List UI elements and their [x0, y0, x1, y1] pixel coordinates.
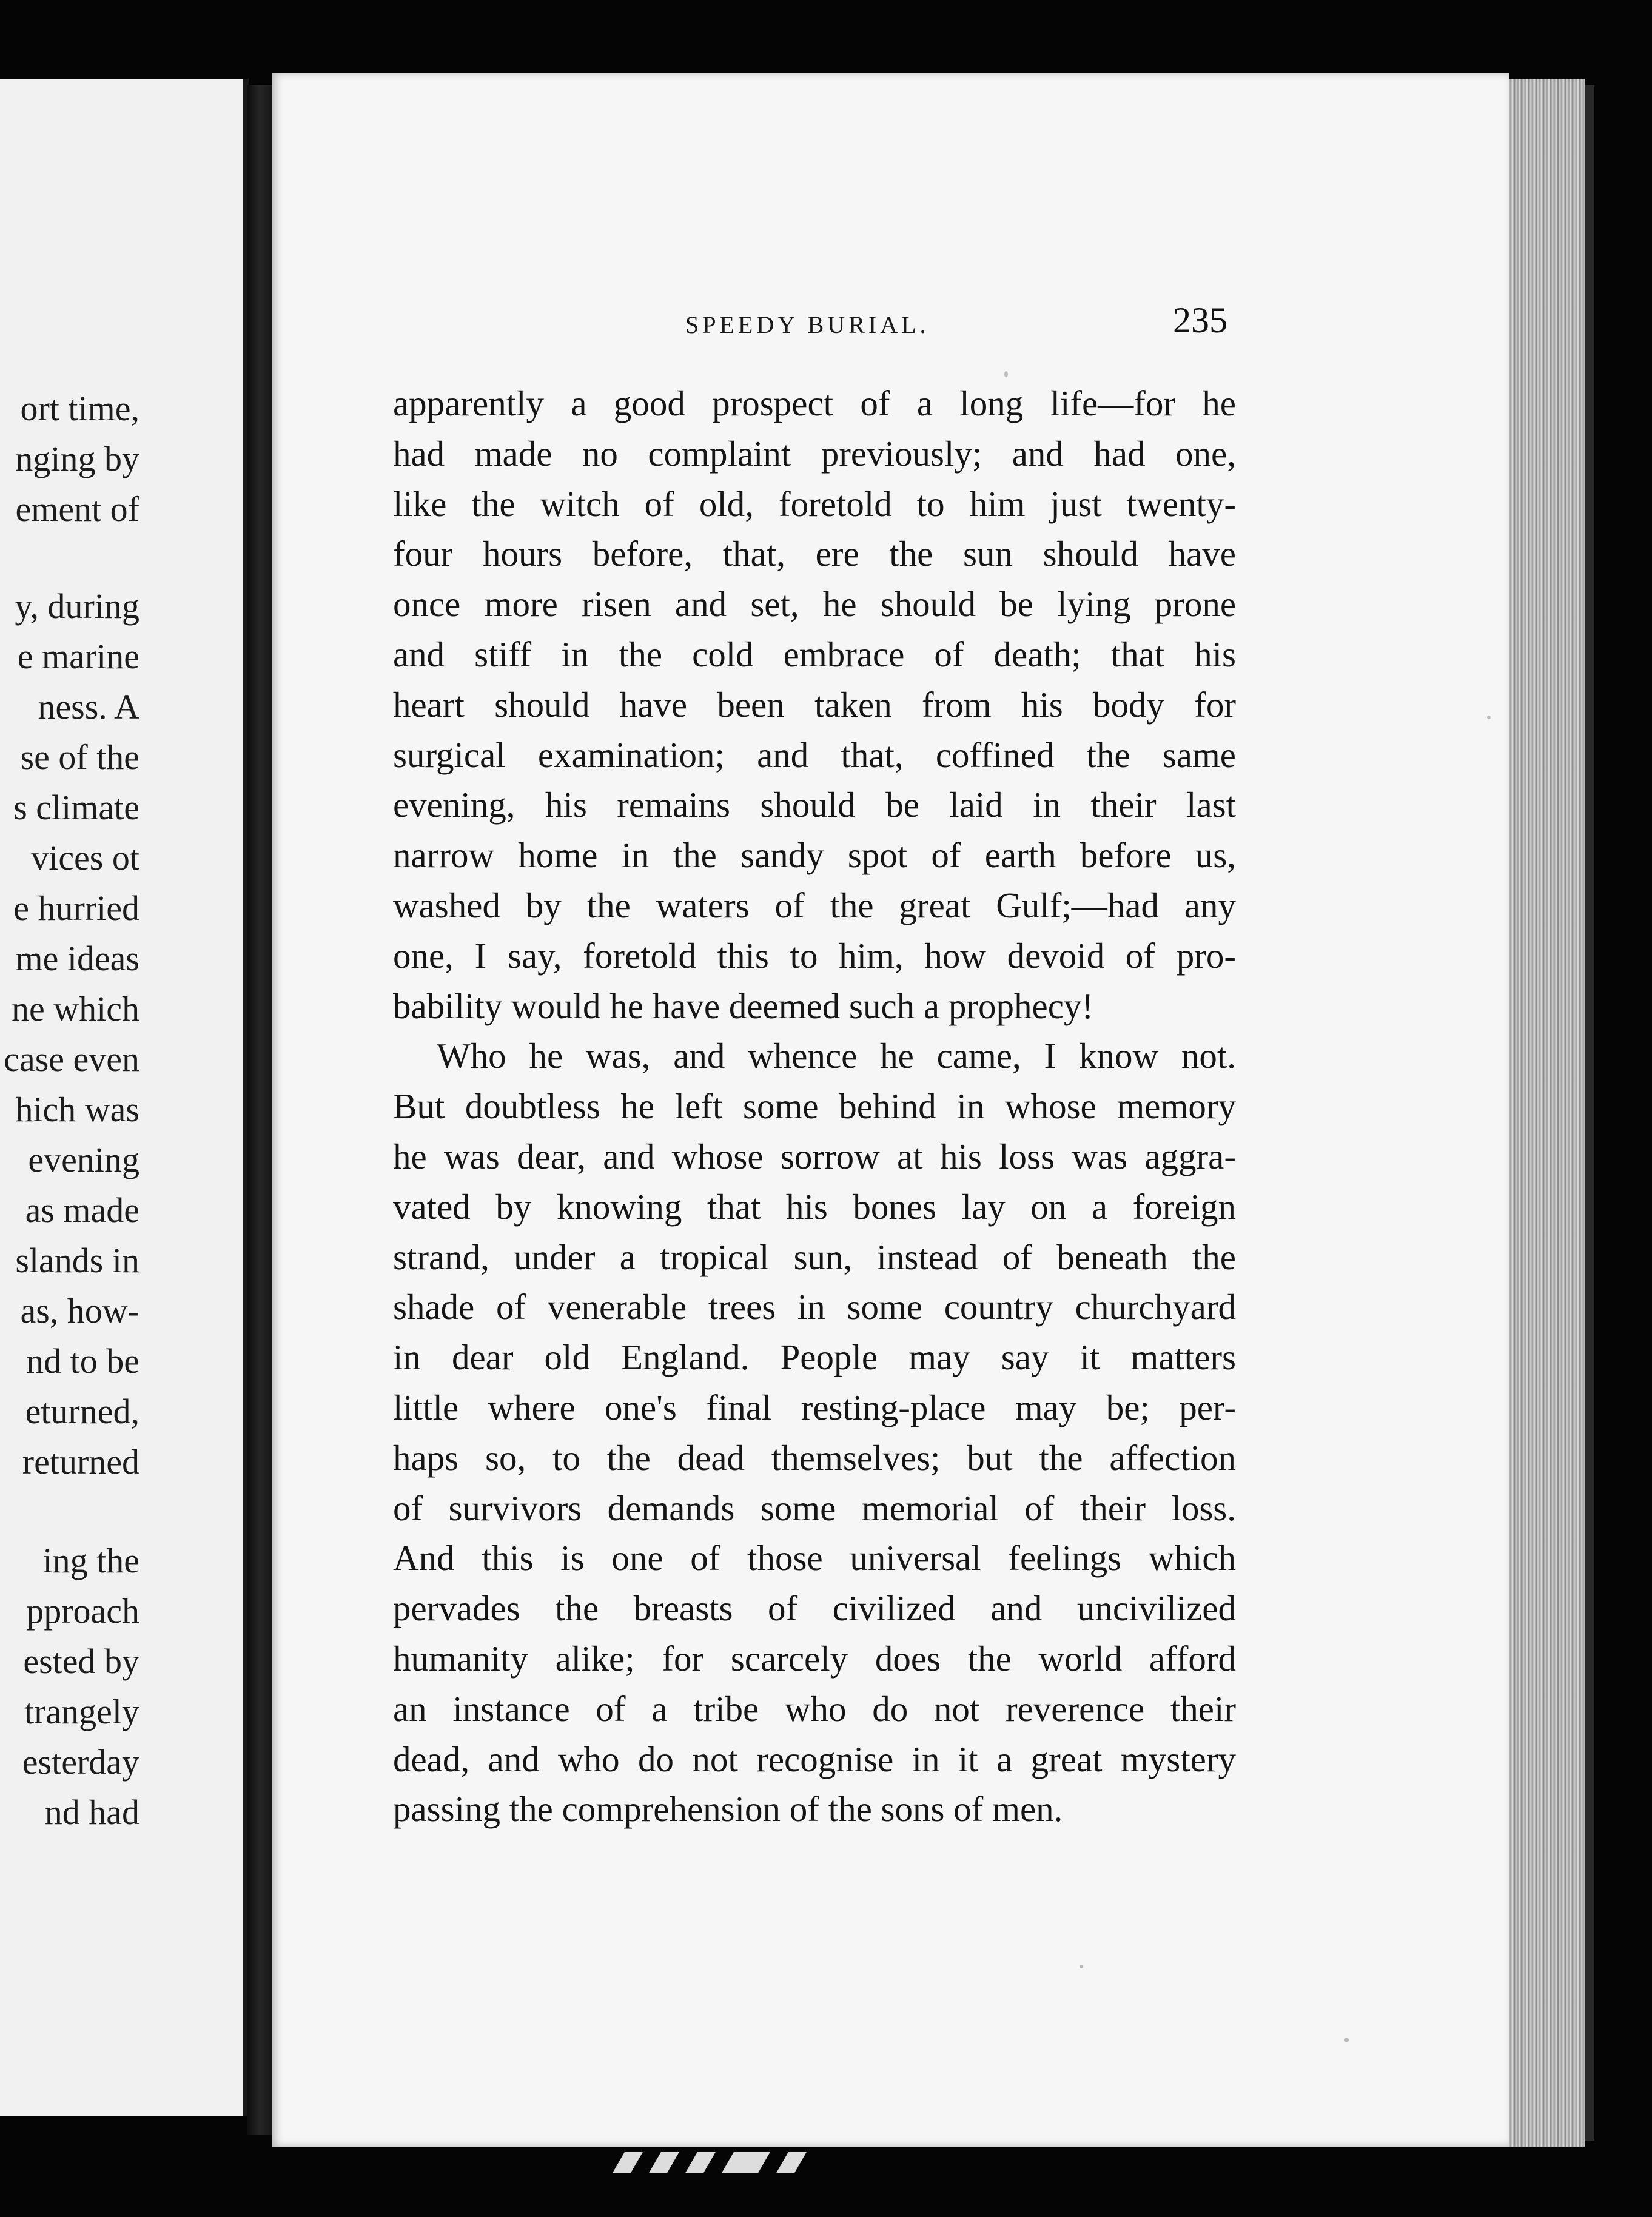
left-line: ne which	[12, 989, 139, 1028]
left-line: e marine	[17, 637, 139, 676]
running-title: SPEEDY BURIAL.	[685, 311, 930, 338]
left-line: y, during	[15, 586, 139, 626]
text-line: haps so, to the dead themselves; but the affection	[393, 1437, 1236, 1478]
text-line: like the witch of old, foretold to him just twenty-	[393, 483, 1236, 524]
text-line: in dear old England. People may say it matters	[393, 1337, 1236, 1378]
left-line: ort time,	[20, 389, 139, 428]
text-line: an instance of a tribe who do not reverence their	[393, 1688, 1236, 1729]
text-line: But doubtless he left some behind in whose memory	[393, 1086, 1236, 1127]
page-stack-edge	[1509, 79, 1585, 2147]
text-line: once more risen and set, he should be lying prone	[393, 584, 1236, 625]
paper-speck	[1487, 716, 1491, 719]
left-line: as, how-	[20, 1291, 139, 1330]
scan-artifact	[613, 2152, 819, 2188]
left-line: returned	[22, 1442, 139, 1481]
text-line: one, I say, foretold this to him, how devoid of pro-	[393, 935, 1236, 976]
left-line: hich was	[15, 1090, 139, 1129]
left-line: slands in	[15, 1241, 139, 1280]
left-page	[0, 79, 249, 2116]
paragraph	[393, 378, 1236, 1031]
text-line: apparently a good prospect of a long life—for he	[393, 383, 1236, 423]
left-line: ement of	[15, 489, 139, 529]
left-line: ing the	[42, 1541, 139, 1580]
body-text	[393, 378, 1236, 1834]
left-line: ested by	[23, 1642, 139, 1681]
text-line: pervades the breasts of civilized and uncivilized	[393, 1588, 1236, 1629]
text-line: surgical examination; and that, coffined the same	[393, 734, 1236, 775]
text-line: strand, under a tropical sun, instead of beneath the	[393, 1236, 1236, 1277]
text-line: Who he was, and whence he came, I know not.	[437, 1036, 1236, 1076]
text-line: little where one's final resting-place may be; per-	[393, 1387, 1236, 1427]
text-line: dead, and who do not recognise in it a great mystery	[393, 1739, 1236, 1779]
left-line: s climate	[13, 788, 139, 827]
text-line: had made no complaint previously; and had one,	[393, 433, 1236, 474]
text-line: vated by knowing that his bones lay on a foreign	[393, 1186, 1236, 1227]
text-line: four hours before, that, ere the sun should have	[393, 534, 1236, 574]
left-line: ness. A	[38, 687, 139, 726]
text-line: passing the comprehension of the sons of men.	[393, 1789, 1063, 1830]
text-line: shade of venerable trees in some country churchyard	[393, 1287, 1236, 1327]
left-line: trangely	[24, 1692, 139, 1731]
left-line: evening	[28, 1140, 139, 1179]
paper-speck	[1004, 371, 1008, 377]
text-line: And this is one of those universal feelings which	[393, 1538, 1236, 1578]
left-line: nging by	[15, 439, 139, 478]
text-line: evening, his remains should be laid in their last	[393, 785, 1236, 825]
left-line: esterday	[22, 1742, 139, 1782]
text-line: heart should have been taken from his body for	[393, 684, 1236, 725]
left-line: eturned,	[25, 1392, 139, 1431]
left-line: me ideas	[15, 939, 139, 978]
left-line: nd had	[44, 1793, 139, 1832]
page-number: 235	[1173, 300, 1227, 340]
left-line: se of the	[20, 737, 139, 777]
left-line: nd to be	[26, 1341, 139, 1381]
cover-edge	[1585, 85, 1594, 2141]
left-line: as made	[25, 1190, 139, 1230]
text-line: humanity alike; for scarcely does the world afford	[393, 1638, 1236, 1679]
paper-speck	[1344, 2038, 1349, 2042]
text-line: narrow home in the sandy spot of earth before us,	[393, 835, 1236, 876]
left-line: case even	[4, 1039, 139, 1079]
text-line: washed by the waters of the great Gulf;—had any	[393, 885, 1236, 925]
paragraph	[393, 1031, 1236, 1834]
text-line: of survivors demands some memorial of their loss.	[393, 1488, 1236, 1528]
left-line: vices ot	[31, 838, 139, 877]
paper-speck	[1080, 1965, 1083, 1968]
text-line: bability would he have deemed such a prophecy!	[393, 985, 1094, 1026]
text-line: he was dear, and whose sorrow at his loss was aggra-	[393, 1136, 1236, 1176]
left-line: e hurried	[13, 888, 139, 928]
left-line: pproach	[26, 1591, 139, 1631]
text-line: and stiff in the cold embrace of death; that his	[393, 634, 1236, 674]
